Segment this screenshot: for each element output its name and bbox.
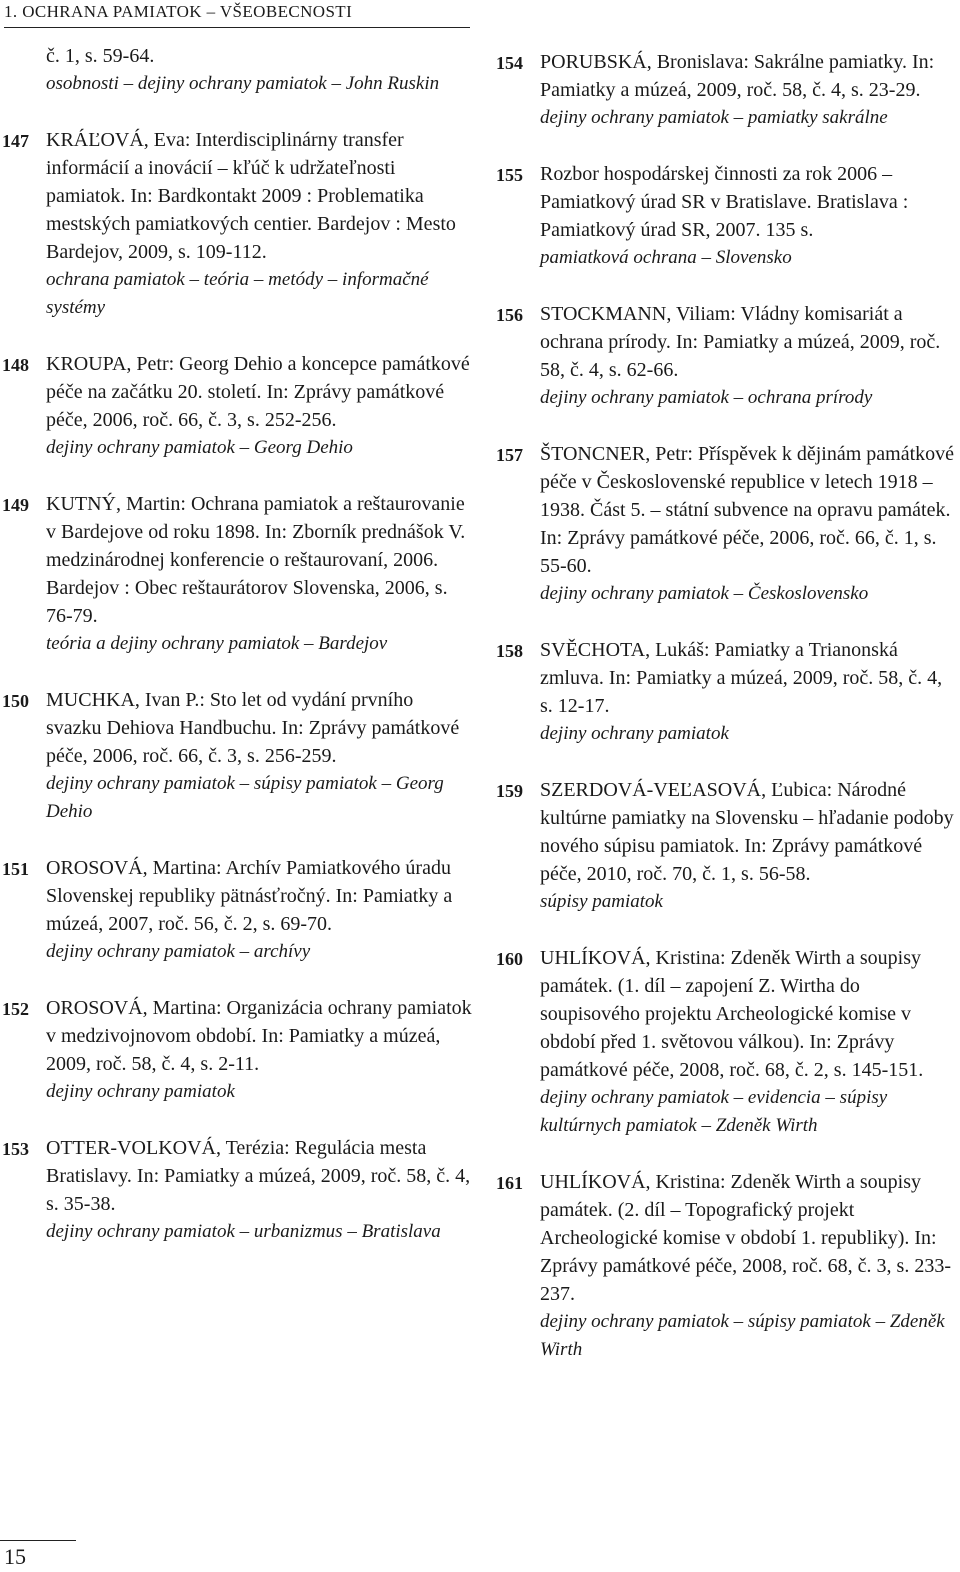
- bibliography-entry-159: [496, 776, 958, 916]
- entry-citation: UHLÍKOVÁ, Kristina: Zdeněk Wirth a soupisy památek. (2. díl – Topografický projekt Archeologické komise v období 1. republiky). In: Zprávy památkové péče, 2008, roč. 68, č. 3, s. 233-237.: [540, 1171, 951, 1305]
- bibliography-entry-156: [496, 300, 958, 412]
- entry-number: 154: [496, 53, 523, 73]
- bibliography-entry-155: [496, 160, 958, 272]
- entry-keywords: dejiny ochrany pamiatok: [46, 1081, 235, 1102]
- entry-keywords: dejiny ochrany pamiatok: [540, 723, 729, 744]
- entry-citation: MUCHKA, Ivan P.: Sto let od vydání prvního svazku Dehiova Handbuchu. In: Zprávy památkové péče, 2006, roč. 66, č. 3, s. 256-259.: [46, 689, 460, 767]
- entry-number: 160: [496, 949, 523, 969]
- footer-divider: [0, 1540, 76, 1541]
- entry-keywords: dejiny ochrany pamiatok – súpisy pamiatok – Zdeněk Wirth: [540, 1311, 945, 1360]
- entry-number: 153: [2, 1139, 29, 1159]
- entry-keywords: dejiny ochrany pamiatok – evidencia – súpisy kultúrnych pamiatok – Zdeněk Wirth: [540, 1087, 888, 1136]
- entry-citation: UHLÍKOVÁ, Kristina: Zdeněk Wirth a soupisy památek. (1. díl – zapojení Z. Wirtha do soupisového projektu Archeologické komise v období před 1. světovou válkou). In: Zprávy památkové péče, 2008, roč. 68, č. 2, s. 145-151.: [540, 947, 924, 1081]
- entry-keywords: dejiny ochrany pamiatok – pamiatky sakrálne: [540, 107, 888, 128]
- bibliography-entry-153: [2, 1134, 472, 1246]
- entry-citation: SVĚCHOTA, Lukáš: Pamiatky a Trianonská zmluva. In: Pamiatky a múzeá, 2009, roč. 58, č. 4, s. 12-17.: [540, 639, 943, 717]
- entry-number: 157: [496, 445, 523, 465]
- entry-citation: SZERDOVÁ-VEĽASOVÁ, Ľubica: Národné kultúrne pamiatky na Slovensku – hľadanie podoby nového súpisu pamiatok. In: Zprávy památkové péče, 2010, roč. 70, č. 1, s. 56-58.: [540, 779, 954, 885]
- entry-citation: KUTNÝ, Martin: Ochrana pamiatok a reštaurovanie v Bardejove od roku 1898. In: Zborník prednášok V. medzinárodnej konferencie o reštaurovaní, 2006. Bardejov : Obec reštaurátorov Slovenska, 2006, s. 76-79.: [46, 493, 466, 627]
- continued-entry: [2, 42, 472, 98]
- bibliography-entry-152: [2, 994, 472, 1106]
- entry-citation: PORUBSKÁ, Bronislava: Sakrálne pamiatky. In: Pamiatky a múzeá, 2009, roč. 58, č. 4, s. 23-29.: [540, 51, 935, 101]
- bibliography-entry-161: [496, 1168, 958, 1364]
- entry-number: 147: [2, 131, 29, 151]
- entry-keywords: dejiny ochrany pamiatok – ochrana prírody: [540, 387, 873, 408]
- bibliography-entry-149: [2, 490, 472, 658]
- left-column: [2, 42, 472, 1274]
- entry-number: 155: [496, 165, 523, 185]
- bibliography-entry-148: [2, 350, 472, 462]
- bibliography-entry-154: [496, 48, 958, 132]
- entry-number: 151: [2, 859, 29, 879]
- entry-keywords: dejiny ochrany pamiatok – Československo: [540, 583, 869, 604]
- entry-citation: KRÁĽOVÁ, Eva: Interdisciplinárny transfer informácií a inovácií – kľúč k udržateľnosti pamiatok. In: Bardkontakt 2009 : Problematika mestských pamiatkových centier. Bardejov : Mesto Bardejov, 2009, s. 109-112.: [46, 129, 456, 263]
- bibliography-entry-151: [2, 854, 472, 966]
- entry-keywords: dejiny ochrany pamiatok – urbanizmus – Bratislava: [46, 1221, 441, 1242]
- section-header: 1. OCHRANA PAMIATOK – VŠEOBECNOSTI: [4, 0, 470, 28]
- page-number: 15: [4, 1544, 26, 1569]
- entry-keywords: pamiatková ochrana – Slovensko: [540, 247, 792, 268]
- entry-number: 149: [2, 495, 29, 515]
- entry-citation: OTTER-VOLKOVÁ, Terézia: Regulácia mesta Bratislavy. In: Pamiatky a múzeá, 2009, roč. 58, č. 4, s. 35-38.: [46, 1137, 471, 1215]
- entry-keywords: teória a dejiny ochrany pamiatok – Bardejov: [46, 633, 388, 654]
- continued-entry-keywords: osobnosti – dejiny ochrany pamiatok – John Ruskin: [46, 73, 440, 94]
- entry-keywords: dejiny ochrany pamiatok – Georg Dehio: [46, 437, 353, 458]
- entry-number: 159: [496, 781, 523, 801]
- bibliography-entry-150: [2, 686, 472, 826]
- entry-number: 148: [2, 355, 29, 375]
- bibliography-entry-160: [496, 944, 958, 1140]
- entry-keywords: ochrana pamiatok – teória – metódy – informačné systémy: [46, 269, 429, 318]
- entry-number: 158: [496, 641, 523, 661]
- entry-citation: ŠTONCNER, Petr: Příspěvek k dějinám památkové péče v Československé republice v letech 1918 – 1938. Část 5. – státní subvence na opravu památek. In: Zprávy památkové péče, 2006, roč. 66, č. 1, s. 55-60.: [540, 443, 955, 577]
- entry-citation: STOCKMANN, Viliam: Vládny komisariát a ochrana prírody. In: Pamiatky a múzeá, 2009, roč. 58, č. 4, s. 62-66.: [540, 303, 941, 381]
- right-column: [496, 48, 958, 1392]
- bibliography-entry-157: [496, 440, 958, 608]
- entry-keywords: dejiny ochrany pamiatok – archívy: [46, 941, 311, 962]
- entry-number: 156: [496, 305, 523, 325]
- entry-citation: KROUPA, Petr: Georg Dehio a koncepce památkové péče na začátku 20. století. In: Zprávy památkové péče, 2006, roč. 66, č. 3, s. 252-256.: [46, 353, 470, 431]
- entry-keywords: súpisy pamiatok: [540, 891, 663, 912]
- entry-number: 161: [496, 1173, 523, 1193]
- bibliography-entry-158: [496, 636, 958, 748]
- continued-entry-text: č. 1, s. 59-64.: [46, 45, 155, 67]
- entry-citation: OROSOVÁ, Martina: Organizácia ochrany pamiatok v medzivojnovom období. In: Pamiatky a múzeá, 2009, roč. 58, č. 4, s. 2-11.: [46, 997, 472, 1075]
- entry-citation: Rozbor hospodárskej činnosti za rok 2006 – Pamiatkový úrad SR v Bratislave. Bratislava : Pamiatkový úrad SR, 2007. 135 s.: [540, 163, 909, 241]
- bibliography-entry-147: [2, 126, 472, 322]
- entry-citation: OROSOVÁ, Martina: Archív Pamiatkového úradu Slovenskej republiky pätnásťročný. In: Pamiatky a múzeá, 2007, roč. 56, č. 2, s. 69-70.: [46, 857, 453, 935]
- entry-number: 150: [2, 691, 29, 711]
- entry-number: 152: [2, 999, 29, 1019]
- entry-keywords: dejiny ochrany pamiatok – súpisy pamiatok – Georg Dehio: [46, 773, 444, 822]
